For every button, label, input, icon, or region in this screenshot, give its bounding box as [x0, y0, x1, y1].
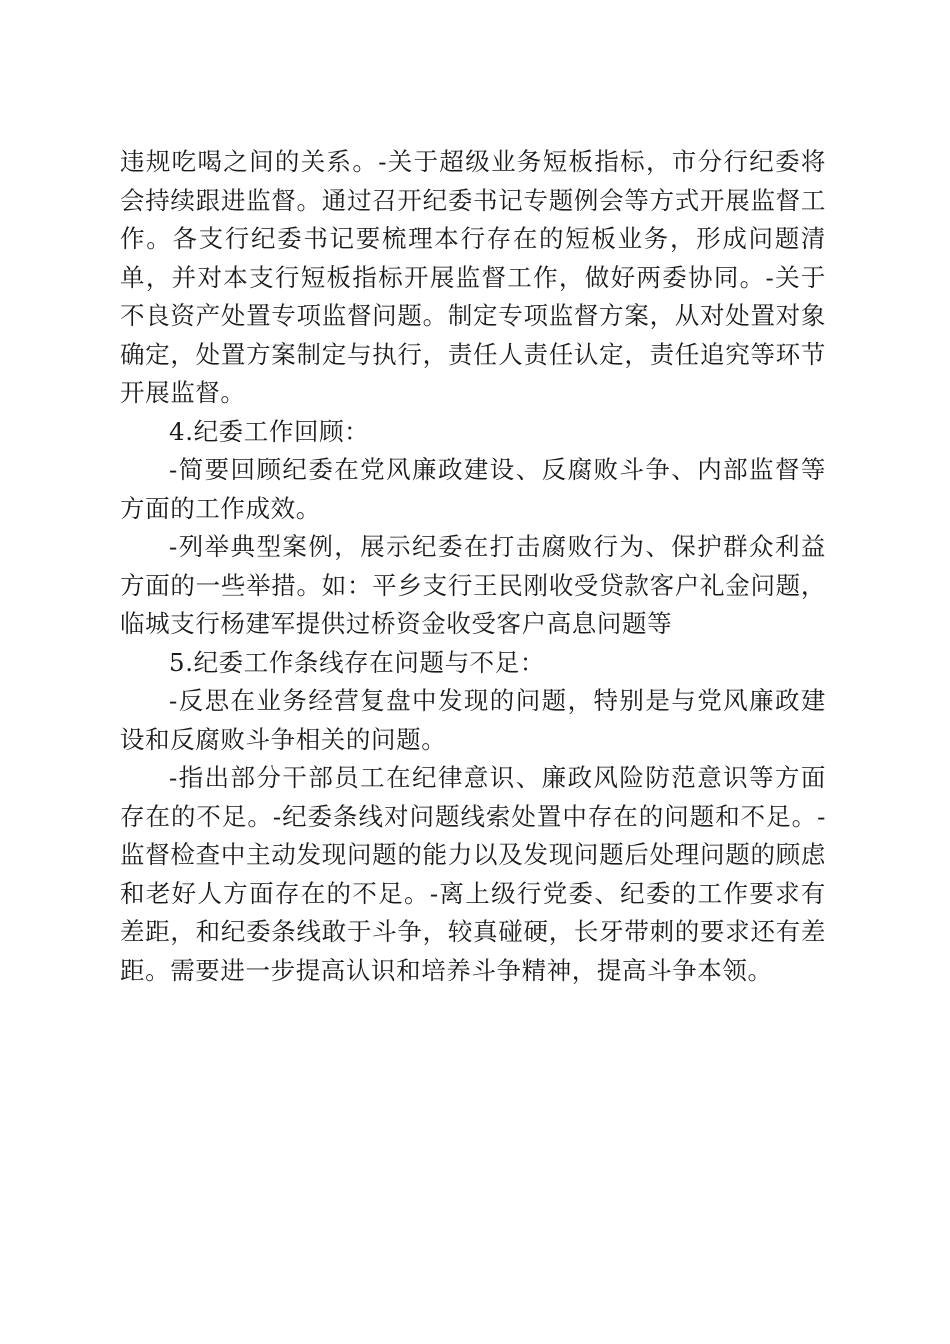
paragraph-continuation: 违规吃喝之间的关系。-关于超级业务短板指标，市分行纪委将会持续跟进监督。通过召开纪委书记专题例会等方式开展监督工作。各支行纪委书记要梳理本行存在的短板业务，形成问题清单，并对本支行短板指标开展监督工作，做好两委协同。-关于不良资产处置专项监督问题。制定专项监督方案，从对处置对象确定，处置方案制定与执行，责任人责任认定，责任追究等环节开展监督。 [120, 147, 826, 407]
heading-section-4: 4.纪委工作回顾： [169, 416, 370, 446]
heading-section-5: 5.纪委工作条线存在问题与不足： [169, 647, 545, 677]
paragraph-reflection: -反思在业务经营复盘中发现的问题，特别是与党风廉政建设和反腐败斗争相关的问题。 [120, 686, 826, 754]
paragraph-typical-cases: -列举典型案例，展示纪委在打击腐败行为、保护群众利益方面的一些举措。如：平乡支行王民刚收受贷款客户礼金问题，临城支行杨建军提供过桥资金收受客户高息问题等 [120, 532, 826, 638]
document-body [120, 143, 826, 990]
paragraph-shortcomings: -指出部分干部员工在纪律意识、廉政风险防范意识等方面存在的不足。-纪委条线对问题线索处置中存在的问题和不足。-监督检查中主动发现问题的能力以及发现问题后处理问题的顾虑和老好人方面存在的不足。-离上级行党委、纪委的工作要求有差距，和纪委条线敢于斗争，较真碰硬，长牙带刺的要求还有差距。需要进一步提高认识和培养斗争精神，提高斗争本领。 [120, 763, 826, 985]
paragraph-review-summary: -简要回顾纪委在党风廉政建设、反腐败斗争、内部监督等方面的工作成效。 [120, 455, 826, 523]
